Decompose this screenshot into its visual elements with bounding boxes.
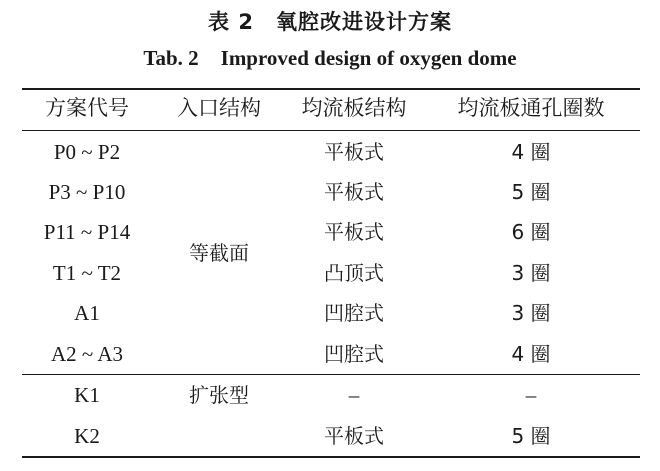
table-row-3-scheme: T1 ~ T2 xyxy=(52,261,122,285)
table-row-1-plate: 平板式 xyxy=(324,180,384,204)
table-row-0-rings: 4 圈 xyxy=(511,140,551,164)
table-row-3-plate: 凸顶式 xyxy=(324,261,384,285)
table-row-2-plate: 平板式 xyxy=(324,220,384,244)
table-bottom-rule xyxy=(22,456,640,458)
table-row-3-rings: 3 圈 xyxy=(511,261,551,285)
header-plate-structure: 均流板结构 xyxy=(301,96,407,120)
table-row-4-plate: 凹腔式 xyxy=(324,301,384,325)
table-number-en: Tab. 2 xyxy=(143,46,199,70)
table-row-5-scheme: A2 ~ A3 xyxy=(50,342,124,366)
table-caption-english xyxy=(0,46,660,71)
table-row-2-scheme: P11 ~ P14 xyxy=(43,220,131,244)
table-title-en: Improved design of oxygen dome xyxy=(220,46,517,70)
table-row-6-plate: – xyxy=(348,383,360,407)
inlet-group-expansion: 扩张型 xyxy=(189,383,249,407)
header-hole-rings: 均流板通孔圈数 xyxy=(457,96,605,120)
table-header-rule xyxy=(22,130,640,131)
table-row-4-scheme: A1 xyxy=(74,301,100,325)
table-row-7-rings: 5 圈 xyxy=(511,424,551,448)
table-row-5-plate: 凹腔式 xyxy=(324,342,384,366)
table-row-7-scheme: K2 xyxy=(74,424,100,448)
table-row-2-rings: 6 圈 xyxy=(511,220,551,244)
table-row-1-scheme: P3 ~ P10 xyxy=(48,180,126,204)
table-row-7-plate: 平板式 xyxy=(324,424,384,448)
header-scheme-code: 方案代号 xyxy=(45,96,129,120)
inlet-group-constant-section: 等截面 xyxy=(189,241,249,265)
table-title-cn: 氧腔改进设计方案 xyxy=(275,10,452,34)
table-row-1-rings: 5 圈 xyxy=(511,180,551,204)
table-number-cn: 表 2 xyxy=(208,10,254,34)
table-caption-chinese xyxy=(0,6,660,36)
table-top-rule xyxy=(22,88,640,90)
header-inlet-structure: 入口结构 xyxy=(177,96,261,120)
table-row-0-scheme: P0 ~ P2 xyxy=(53,140,121,164)
table-row-5-rings: 4 圈 xyxy=(511,342,551,366)
table-row-4-rings: 3 圈 xyxy=(511,301,551,325)
table-row-6-rings: – xyxy=(525,383,537,407)
table-row-6-scheme: K1 xyxy=(74,383,100,407)
table-row-0-plate: 平板式 xyxy=(324,140,384,164)
table-group-divider xyxy=(22,374,640,375)
